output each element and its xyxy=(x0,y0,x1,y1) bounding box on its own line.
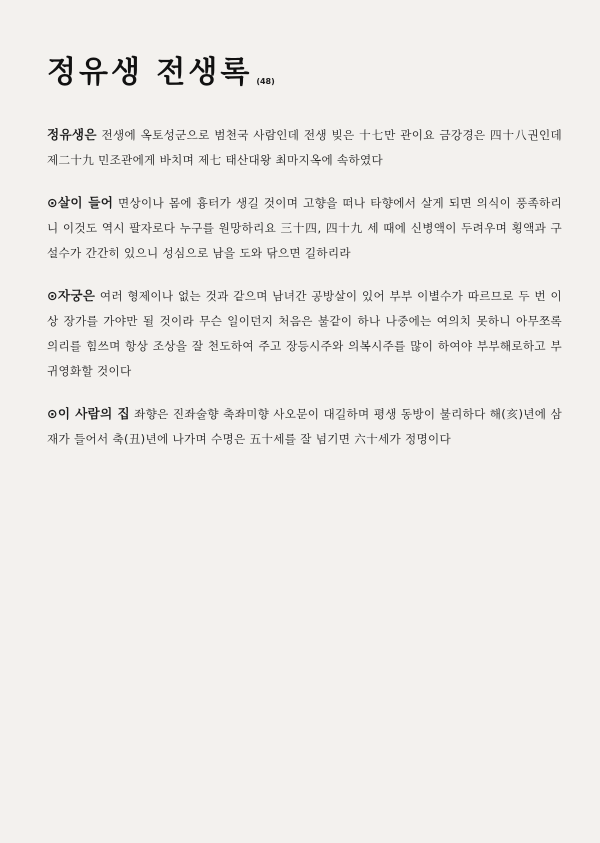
paragraph-lead: ⊙이 사람의 집 xyxy=(47,406,130,421)
paragraph-children xyxy=(47,283,562,384)
paragraph-past-life xyxy=(47,122,562,173)
page-title: 정유생 전생록 xyxy=(47,55,253,90)
paragraph-text: 좌향은 진좌술향 축좌미향 사오문이 대길하며 평생 동방이 불리하다 해(亥)년에 삼재가 들어서 축(丑)년에 나가며 수명은 五十세를 잘 넘기면 六十세가 정명이다 xyxy=(47,407,562,446)
paragraph-house xyxy=(47,401,562,452)
paragraph-lead: ⊙자궁은 xyxy=(47,288,96,303)
paragraph-text: 면상이나 몸에 흉터가 생길 것이며 고향을 떠나 타향에서 살게 되면 의식이 풍족하리니 이것도 역시 팔자로다 누구를 원망하리요 三十四, 四十九 세 때에 신병액이 두려우며 횡액과 구설수가 간간히 있으니 성심으로 남을 도와 닦으면 길하리라 xyxy=(47,196,562,260)
paragraph-fate xyxy=(47,190,562,266)
paragraph-lead: ⊙살이 들어 xyxy=(47,195,114,210)
paragraph-text: 여러 형제이나 없는 것과 같으며 남녀간 공방살이 있어 부부 이별수가 따르므로 두 번 이상 장가를 가야만 될 것이라 무슨 일이던지 처음은 불같이 하나 나중에는 여의치 못하니 아무쪼록 의리를 힘쓰며 항상 조상을 잘 천도하여 주고 장등시주와 의복시주를 많이 하여야 부부해로하고 부귀영화할 것이다 xyxy=(47,289,562,378)
page-number: (48) xyxy=(256,77,275,86)
paragraph-text: 전생에 옥토성군으로 범천국 사람인데 전생 빚은 十七만 관이요 금강경은 四十八권인데 제二十九 민조관에게 바치며 제七 태산대왕 최마지옥에 속하였다 xyxy=(47,128,562,167)
paragraph-lead: 정유생은 xyxy=(47,127,97,142)
title-row xyxy=(47,55,562,90)
